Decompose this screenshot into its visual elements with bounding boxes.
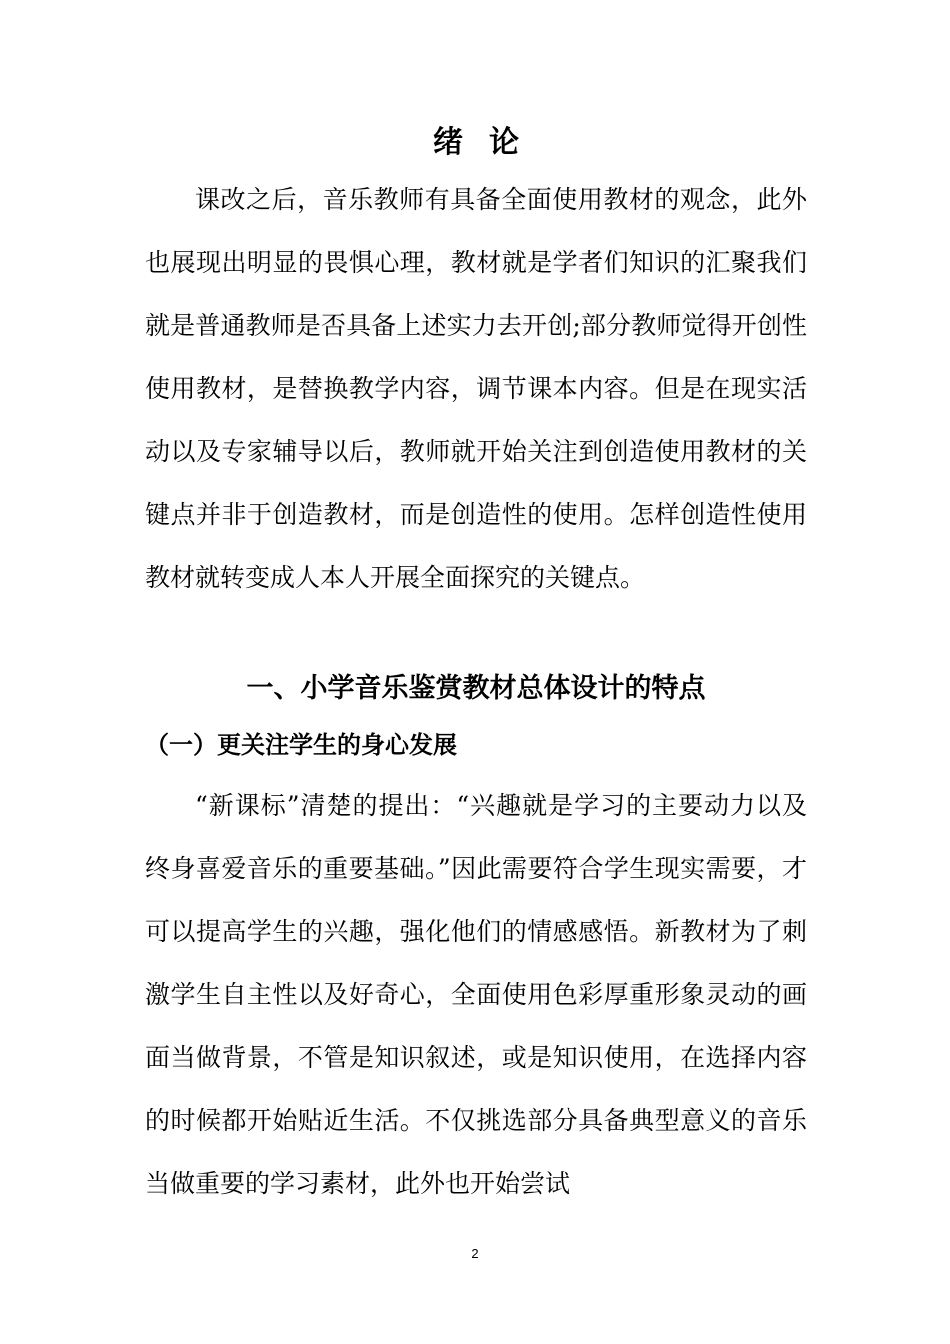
- document-title: 绪论: [433, 125, 545, 160]
- subsection-paragraph: “新课标”清楚的提出：“兴趣就是学习的主要动力以及终身喜爱音乐的重要基础。”因此需要符合学生现实需要，才可以提高学生的兴趣，强化他们的情感感悟。新教材为了刺激学生自主性以及好奇心，全面使用色彩厚重形象灵动的画面当做背景，不管是知识叙述，或是知识使用，在选择内容的时候都开始贴近生活。不仅挑选部分具备典型意义的音乐当做重要的学习素材，此外也开始尝试: [145, 791, 807, 1198]
- intro-paragraph: 课改之后，音乐教师有具备全面使用教材的观念，此外也展现出明显的畏惧心理，教材就是学者们知识的汇聚我们就是普通教师是否具备上述实力去开创;部分教师觉得开创性使用教材，是替换教学内容，调节课本内容。但是在现实活动以及专家辅导以后，教师就开始关注到创造使用教材的关键点并非于创造教材，而是创造性的使用。怎样创造性使用教材就转变成人本人开展全面探究的关键点。: [145, 185, 807, 592]
- subsection-heading: （一）更关注学生的身心发展: [145, 731, 457, 759]
- section-heading: 一、小学音乐鉴赏教材总体设计的特点: [246, 673, 706, 704]
- page-number: 2: [471, 1246, 479, 1261]
